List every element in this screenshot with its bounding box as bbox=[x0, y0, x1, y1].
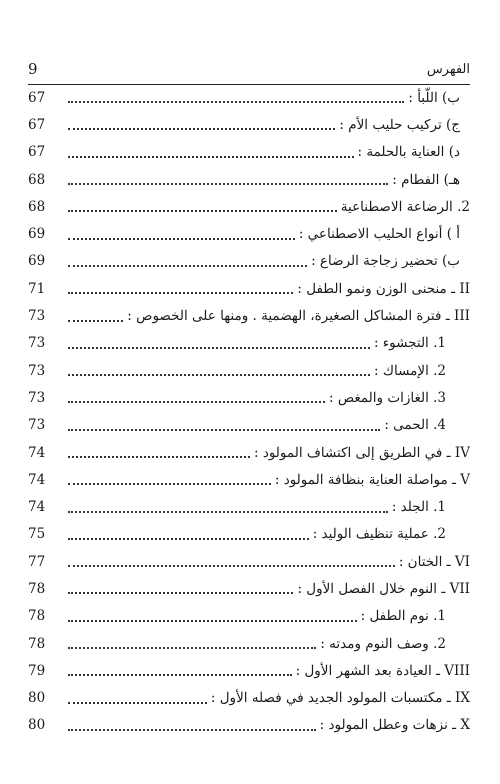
toc-page-number: 67 bbox=[28, 89, 46, 106]
toc-entry-label: IX ـ مكتسبات المولود الجديد في فصله الأول : bbox=[210, 690, 470, 707]
dot-leader bbox=[68, 127, 335, 130]
dot-leader bbox=[68, 646, 316, 649]
toc-entry[interactable] bbox=[28, 412, 470, 439]
dot-leader bbox=[68, 291, 293, 294]
dot-leader bbox=[68, 237, 295, 240]
toc-page-number: 78 bbox=[28, 580, 46, 597]
toc-entry[interactable] bbox=[28, 685, 470, 712]
dot-leader bbox=[68, 428, 380, 431]
dot-leader bbox=[68, 728, 316, 731]
page-number: 9 bbox=[28, 60, 38, 78]
toc-page-number: 73 bbox=[28, 417, 46, 434]
toc-entry-label: هـ) الفطام : bbox=[392, 171, 460, 188]
toc-entry[interactable] bbox=[28, 111, 470, 138]
dot-leader bbox=[68, 510, 388, 513]
toc-page-number: 73 bbox=[28, 308, 46, 325]
toc-entry-label: ج) تركيب حليب الأم : bbox=[339, 116, 460, 133]
toc-entry-label: ب) اللّبأ : bbox=[408, 89, 460, 106]
dot-leader bbox=[68, 537, 309, 540]
toc-page-number: 74 bbox=[28, 444, 46, 461]
dot-leader bbox=[68, 701, 207, 704]
toc-entry-label: VI ـ الختان : bbox=[398, 553, 470, 570]
toc-page-number: 79 bbox=[28, 662, 46, 679]
toc-entry-label: 2. وصف النوم ومدته : bbox=[320, 635, 446, 652]
dot-leader bbox=[68, 209, 337, 212]
dot-leader bbox=[68, 619, 357, 622]
toc-entry-label: 1. التجشوء : bbox=[373, 335, 446, 352]
dot-leader bbox=[68, 455, 250, 458]
toc-entry-label: IV ـ في الطريق إلى اكتشاف المولود : bbox=[253, 444, 470, 461]
toc-entry-label: X ـ نزهات وعطل المولود : bbox=[319, 717, 470, 734]
toc-entry[interactable] bbox=[28, 275, 470, 302]
toc-entry-label: 2. عملية تنظيف الوليد : bbox=[312, 526, 446, 543]
dot-leader bbox=[68, 673, 292, 676]
toc-entry[interactable] bbox=[28, 603, 470, 630]
dot-leader bbox=[68, 100, 404, 103]
toc-page-number: 77 bbox=[28, 553, 46, 570]
toc-entry[interactable] bbox=[28, 166, 470, 193]
toc-entry-label: VIII ـ العيادة بعد الشهر الأول : bbox=[295, 662, 470, 679]
dot-leader bbox=[68, 264, 307, 267]
toc-entry[interactable] bbox=[28, 193, 470, 220]
toc-entry-label: ب) تحضير زجاجة الرضاع : bbox=[311, 253, 460, 270]
toc-entry[interactable] bbox=[28, 657, 470, 684]
toc-entry-label: 4. الحمى : bbox=[384, 417, 446, 434]
dot-leader bbox=[68, 482, 271, 485]
toc-entry[interactable] bbox=[28, 384, 470, 411]
toc-page-number: 80 bbox=[28, 690, 46, 707]
dot-leader bbox=[68, 564, 395, 567]
toc-page-number: 67 bbox=[28, 116, 46, 133]
dot-leader bbox=[68, 400, 325, 403]
toc-entry[interactable] bbox=[28, 139, 470, 166]
toc-entry-label: VII ـ النوم خلال الفصل الأول : bbox=[297, 580, 470, 597]
toc-page-number: 71 bbox=[28, 280, 46, 297]
toc-entry[interactable] bbox=[28, 575, 470, 602]
toc-page-number: 75 bbox=[28, 526, 46, 543]
toc-entry[interactable] bbox=[28, 466, 470, 493]
toc-entry-label: 2. الإمساك : bbox=[374, 362, 446, 379]
toc-entry-label: 2. الرضاعة الاصطناعية bbox=[340, 198, 470, 215]
toc-entry-label: أ ) أنواع الحليب الاصطناعي : bbox=[298, 226, 460, 243]
toc-entry[interactable] bbox=[28, 712, 470, 739]
toc-page-number: 68 bbox=[28, 171, 46, 188]
toc-page-number: 68 bbox=[28, 198, 46, 215]
toc-entry[interactable] bbox=[28, 302, 470, 329]
toc-page-number: 69 bbox=[28, 226, 46, 243]
toc-entry[interactable] bbox=[28, 630, 470, 657]
dot-leader bbox=[68, 182, 388, 185]
dot-leader bbox=[68, 591, 293, 594]
toc-entry[interactable] bbox=[28, 493, 470, 520]
toc-page-number: 74 bbox=[28, 471, 46, 488]
dot-leader bbox=[68, 319, 123, 322]
page-header bbox=[28, 60, 470, 85]
toc-page-number: 73 bbox=[28, 362, 46, 379]
toc-entry[interactable] bbox=[28, 439, 470, 466]
toc-page-number: 69 bbox=[28, 253, 46, 270]
dot-leader bbox=[68, 346, 370, 349]
toc-entry-label: 1. نوم الطفل : bbox=[360, 608, 446, 625]
toc-entry-label: III ـ فترة المشاكل الصغيرة، الهضمية . ومنها على الخصوص : bbox=[127, 308, 470, 325]
header-title: الفهرس bbox=[426, 62, 470, 77]
toc-page-number: 73 bbox=[28, 335, 46, 352]
toc-entry[interactable] bbox=[28, 548, 470, 575]
toc-page-number: 74 bbox=[28, 499, 46, 516]
toc-entry-label: V ـ مواصلة العناية بنظافة المولود : bbox=[274, 471, 470, 488]
toc-page-number: 78 bbox=[28, 608, 46, 625]
toc-entry[interactable] bbox=[28, 84, 470, 111]
toc-page-number: 73 bbox=[28, 389, 46, 406]
dot-leader bbox=[68, 155, 354, 158]
toc-page-number: 78 bbox=[28, 635, 46, 652]
toc-entry[interactable] bbox=[28, 220, 470, 247]
table-of-contents bbox=[28, 84, 470, 739]
toc-entry-label: 3. الغازات والمغص : bbox=[328, 389, 446, 406]
toc-entry-label: د) العناية بالحلمة : bbox=[357, 144, 460, 161]
toc-page-number: 80 bbox=[28, 717, 46, 734]
dot-leader bbox=[68, 373, 370, 376]
toc-entry[interactable] bbox=[28, 521, 470, 548]
toc-entry-label: 1. الجلد : bbox=[391, 499, 446, 516]
toc-page-number: 67 bbox=[28, 144, 46, 161]
toc-entry[interactable] bbox=[28, 357, 470, 384]
toc-entry-label: II ـ منحنى الوزن ونمو الطفل : bbox=[297, 280, 470, 297]
toc-entry[interactable] bbox=[28, 248, 470, 275]
toc-entry[interactable] bbox=[28, 330, 470, 357]
